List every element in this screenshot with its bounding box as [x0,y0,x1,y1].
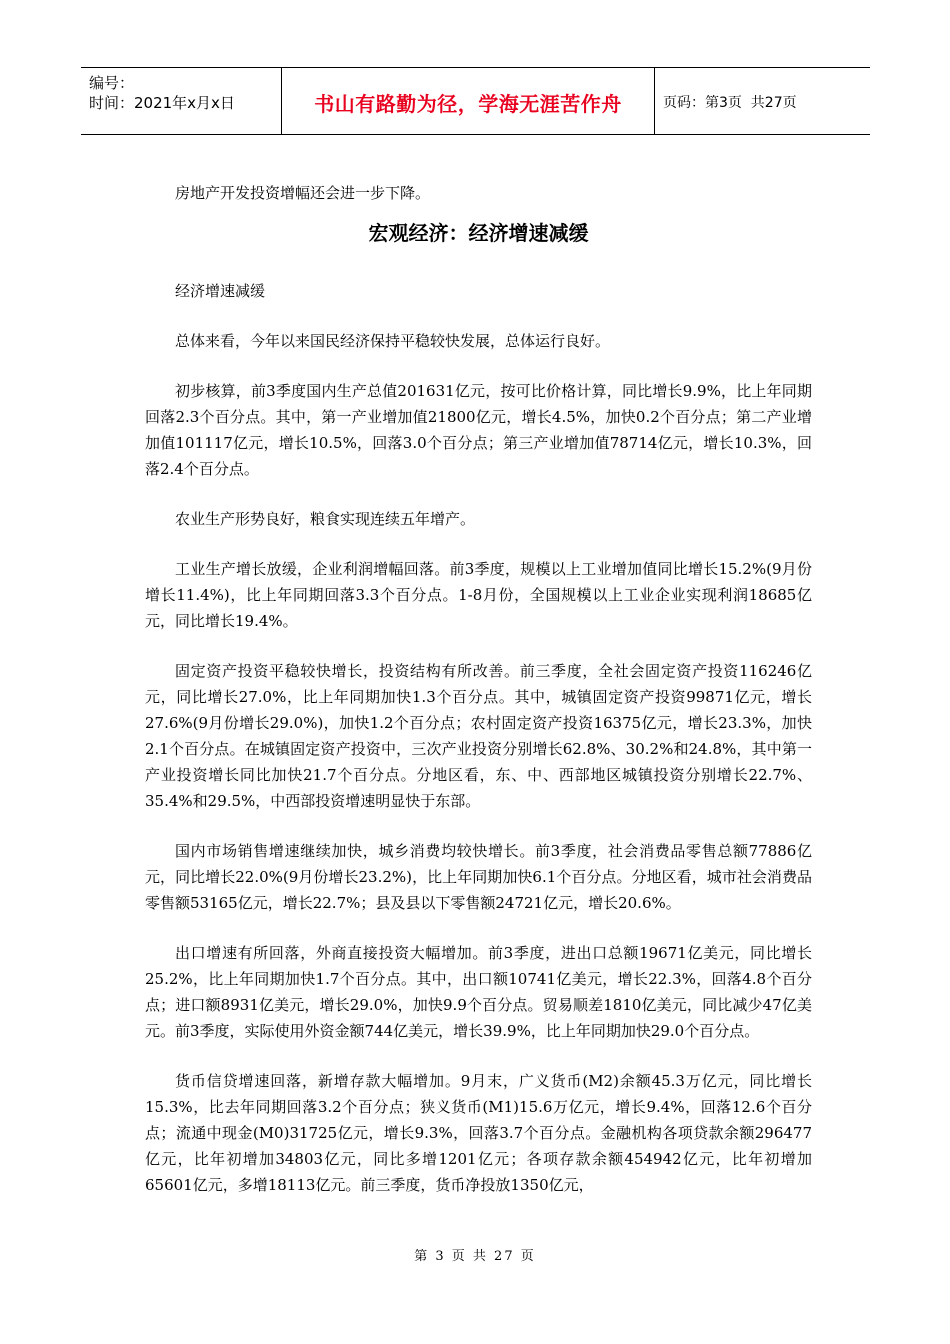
serial-number-label: 编号： [89,74,135,92]
paragraph: 初步核算，前3季度国内生产总值201631亿元，按可比价格计算，同比增长9.9%，比上年同期回落2.3个百分点。其中，第一产业增加值21800亿元，增长4.5%，加快0.2个百分点；第二产业增加值101117亿元，增长10.5%，回落3.0个百分点；第三产业增加值78714亿元，增长10.3%，回落2.4个百分点。 [145,382,812,478]
lead-paragraph: 房地产开发投资增幅还会进一步下降。 [175,184,431,202]
page-footer: 第 3 页 共 27 页 [414,1249,536,1264]
paragraph: 固定资产投资平稳较快增长，投资结构有所改善。前三季度，全社会固定资产投资116246亿元，同比增长27.0%，比上年同期加快1.3个百分点。其中，城镇固定资产投资99871亿元，增长27.6%(9月份增长29.0%)，加快1.2个百分点；农村固定资产投资16375亿元，增长23.3%，加快2.1个百分点。在城镇固定资产投资中，三次产业投资分别增长62.8%、30.2%和24.8%，其中第一产业投资增长同比加快21.7个百分点。分地区看，东、中、西部地区城镇投资分别增长22.7%、35.4%和29.5%，中西部投资增速明显快于东部。 [145,662,812,810]
section-title: 宏观经济：经济增速减缓 [368,221,589,245]
header-page-info-cell [655,68,870,134]
paragraph: 货币信贷增速回落，新增存款大幅增加。9月末，广义货币(M2)余额45.3万亿元，同比增长15.3%，比去年同期回落3.2个百分点；狭义货币(M1)15.6万亿元，增长9.4%，回落12.6个百分点；流通中现金(M0)31725亿元，增长9.3%，回落3.7个百分点。金融机构各项贷款余额296477亿元，比年初增加34803亿元，同比多增1201亿元；各项存款余额454942亿元，比年初增加65601亿元，多增18113亿元。前三季度，货币净投放1350亿元， [145,1072,812,1194]
document-body [145,180,812,1222]
header-meta-cell [81,68,282,134]
paragraph: 出口增速有所回落，外商直接投资大幅增加。前3季度，进出口总额19671亿美元，同比增长25.2%，比上年同期加快1.7个百分点。其中，出口额10741亿美元，增长22.3%，回落4.8个百分点；进口额8931亿美元，增长29.0%，加快9.9个百分点。贸易顺差1810亿美元，同比减少47亿美元。前3季度，实际使用外资金额744亿美元，增长39.9%，比上年同期加快29.0个百分点。 [145,944,812,1040]
paragraph: 工业生产增长放缓，企业利润增幅回落。前3季度，规模以上工业增加值同比增长15.2%(9月份增长11.4%)，比上年同期回落3.3个百分点。1-8月份，全国规模以上工业企业实现利润18685亿元，同比增长19.4%。 [145,560,812,630]
paragraph: 经济增速减缓 [175,282,266,300]
header-page-info: 页码：第3页 共27页 [663,95,797,111]
paragraph: 总体来看，今年以来国民经济保持平稳较快发展，总体运行良好。 [175,332,611,350]
paragraph: 农业生产形势良好，粮食实现连续五年增产。 [175,510,476,528]
date-label: 时间：2021年x月x日 [89,94,235,112]
page-header [81,67,870,135]
header-motto: 书山有路勤为径，学海无涯苦作舟 [282,68,655,134]
paragraph: 国内市场销售增速继续加快，城乡消费均较快增长。前3季度，社会消费品零售总额77886亿元，同比增长22.0%(9月份增长23.2%)，比上年同期加快6.1个百分点。分地区看，城市社会消费品零售额53165亿元，增长22.7%；县及县以下零售额24721亿元，增长20.6%。 [145,842,812,912]
